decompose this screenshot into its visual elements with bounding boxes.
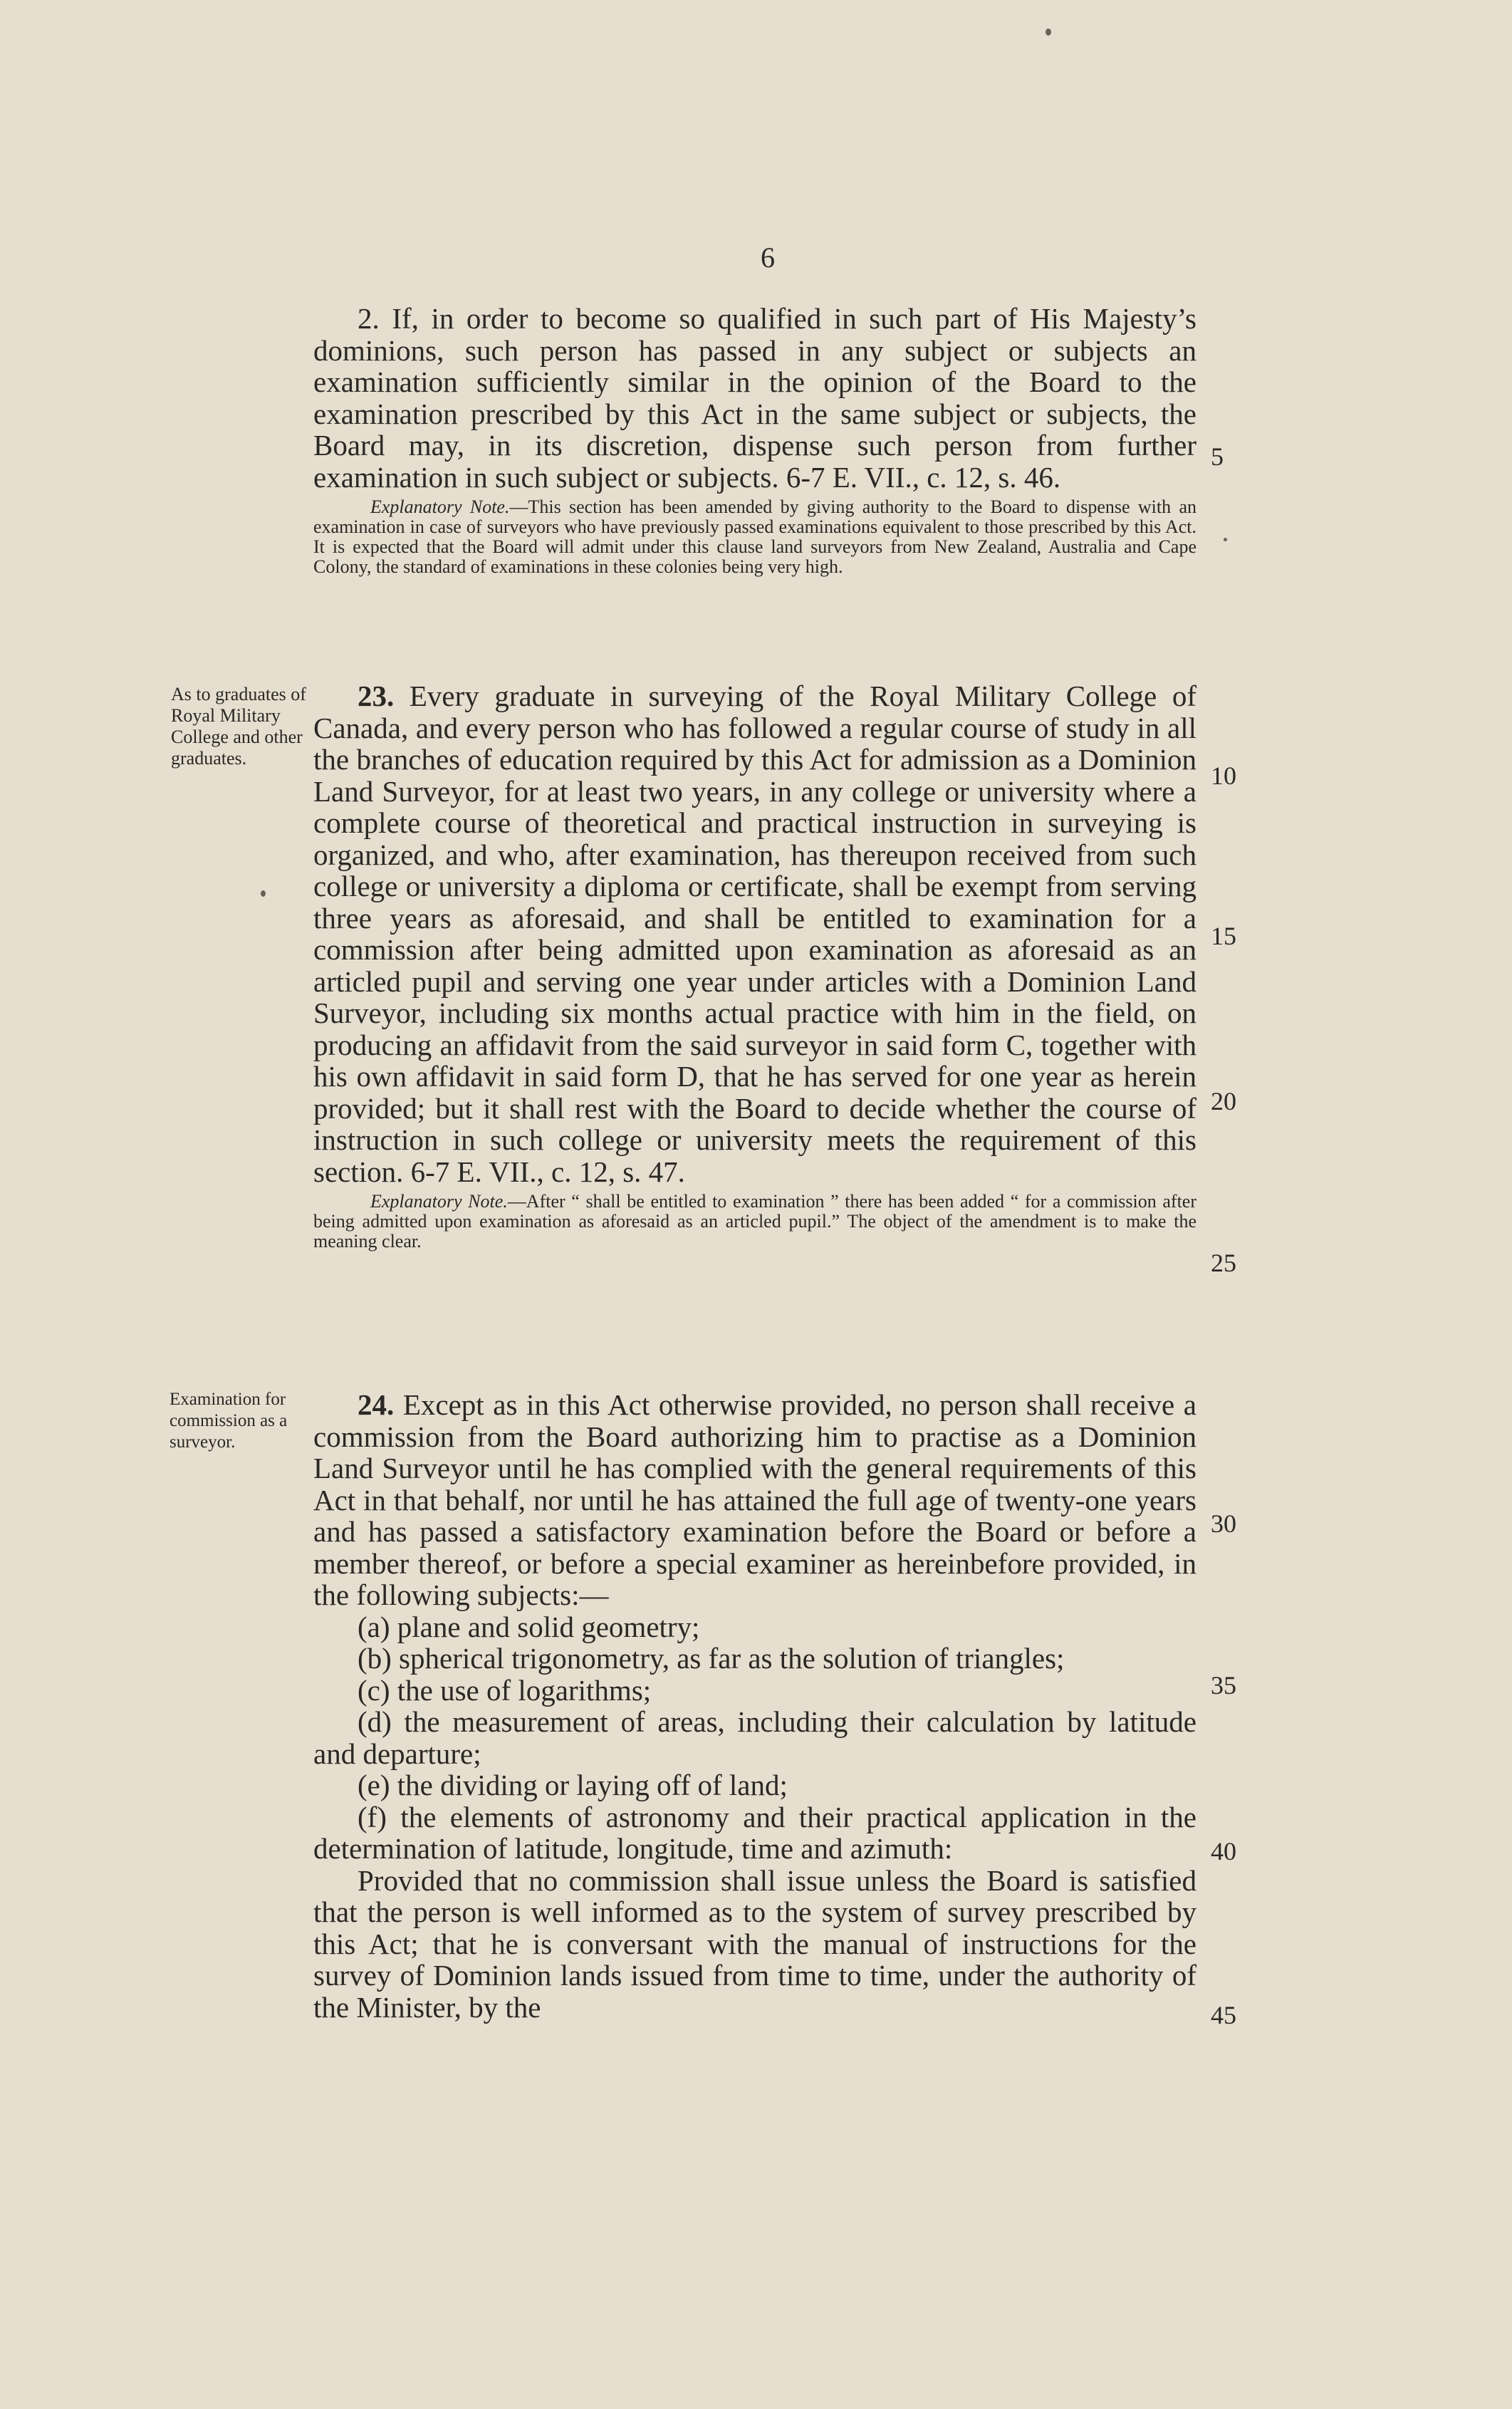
page-number: 6 (761, 241, 775, 274)
line-number: 15 (1211, 922, 1236, 950)
margin-note-23: As to graduates of Royal Military College and other graduates. (171, 684, 306, 769)
note-label: Explanatory Note. (370, 496, 510, 517)
note-text: —This section has been amended by giving authority to the Board to dispense with an examination in case of surveyors who have previously passed examinations equivalent to those prescribed by this Act. It is expected that the Board will admit under this clause land surveyors from New Zealand, Australia and Cape Colony, the standard of examinations in these colonies being very high. (313, 496, 1196, 577)
section-24-text (313, 1389, 1196, 1611)
note-label: Explanatory Note. (370, 1191, 508, 1212)
list-item: (b) spherical trigonometry, as far as the solution of triangles; (358, 1642, 1065, 1675)
section-23-text (313, 680, 1196, 1187)
section-number: 23. (358, 680, 395, 712)
subsection-2-text: 2. If, in order to become so qualified in such part of His Majesty’s dominions, such person has passed in any subject or subjects an examination sufficiently similar in the opinion of the Board to the examination prescribed by this Act in the same subject or subjects, the Board may, in its discretion, dispense such person from further examination in such subject or subjects. 6-7 E. VII., c. 12, s. 46. (313, 302, 1196, 494)
line-number: 25 (1211, 1249, 1236, 1277)
subsection-2-block (313, 303, 1196, 577)
line-number: 40 (1211, 1837, 1236, 1866)
list-item: (d) the measurement of areas, including their calculation by latitude and departure; (313, 1705, 1196, 1770)
section-24-block (313, 1389, 1196, 2023)
paper-speck (1224, 538, 1227, 541)
list-item: (f) the elements of astronomy and their practical application in the determination of latitude, longitude, time and azimuth: (313, 1800, 1196, 1865)
note-text: —After “ shall be entitled to examination ” there has been added “ for a commission after being admitted upon examination as aforesaid as an articled pupil.” The object of the amendment is to make the meaning clear. (313, 1191, 1197, 1252)
section-number: 24. (358, 1388, 395, 1421)
list-item: (c) the use of logarithms; (358, 1673, 652, 1707)
paper-speck (1046, 28, 1051, 36)
section-23-block (313, 680, 1196, 1252)
line-number: 30 (1211, 1509, 1236, 1538)
line-number: 20 (1211, 1087, 1236, 1115)
list-item: (e) the dividing or laying off of land; (358, 1769, 788, 1801)
line-number: 45 (1211, 2001, 1236, 2029)
line-number: 5 (1211, 442, 1224, 471)
explanatory-note-2 (313, 1192, 1196, 1252)
margin-note-24: Examination for commission as a surveyor. (170, 1390, 288, 1452)
paper-speck (261, 890, 266, 897)
list-item: (a) plane and solid geometry; (358, 1610, 700, 1643)
proviso-text: Provided that no commission shall issue unless the Board is satisfied that the person is well informed as to the system of survey prescribed by this Act; that he is conversant with the manual of instructions for the survey of Dominion lands issued from time to time, under the authority of the Minister, by the (313, 1863, 1196, 2024)
section-body: Every graduate in surveying of the Royal Military College of Canada, and every person who has followed a regular course of study in all the branches of education required by this Act for admission as a Dominion Land Surveyor, for at least two years, in any college or university where a complete course of theoretical and practical instruction in surveying is organized, and who, after examination, has thereupon received from such college or university a diploma or certificate, shall be exempt from serving three years as aforesaid, and shall be entitled to examination for a commission after being admitted upon examination as aforesaid as an articled pupil and serving one year under articles with a Dominion Land Surveyor, including six months actual practice with him in the field, on producing an affidavit from the said surveyor in said form C, together with his own affidavit in said form D, that he has served for one year as herein provided; but it shall rest with the Board to decide whether the course of instruction in such college or university meets the requirement of this section. 6-7 E. VII., c. 12, s. 47. (313, 680, 1196, 1188)
line-number: 10 (1211, 761, 1236, 790)
explanatory-note-1 (313, 497, 1196, 577)
section-body: Except as in this Act otherwise provided, no person shall receive a commission from the Board authorizing him to practise as a Dominion Land Surveyor until he has complied with the general requirements of this Act in that behalf, nor until he has attained the full age of twenty-one years and has passed a satisfactory examination before the Board or before a member thereof, or before a special examiner as hereinbefore provided, in the following subjects:— (313, 1388, 1196, 1611)
line-number: 35 (1211, 1671, 1236, 1700)
